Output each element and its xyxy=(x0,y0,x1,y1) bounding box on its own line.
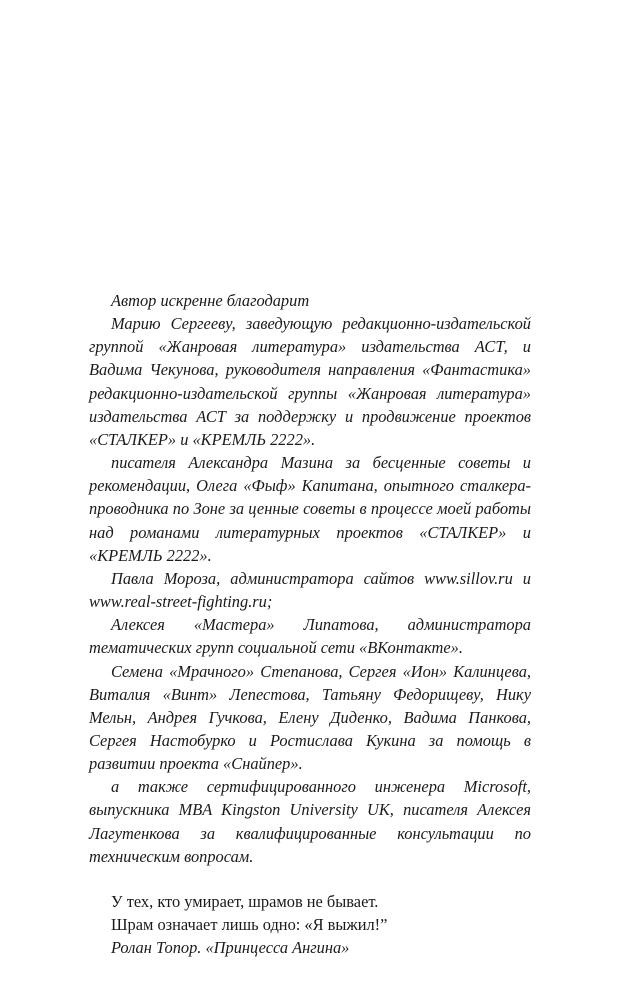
acknowledgement-paragraph: Семена «Мрачного» Степанова, Сергея «Ион» Калинцева, Виталия «Винт» Лепестова, Татьяну Федорищеву, Нику Мельн, Андрея Гучкова, Елену Диденко, Вадима Панкова, Сергея Настобурко и Ростислава Кукина за помощь в развитии проекта «Снайпер». xyxy=(89,661,531,774)
acknowledgement-paragraph: а также сертифицированного инженера Microsoft, выпускника MBA Kingston University UK, писателя Алексея Лагутенкова за квалифицированные консультации по техническим вопросам. xyxy=(89,777,531,866)
acknowledgement-paragraph: Марию Сергееву, заведующую редакционно-издательской группой «Жанровая литература» издательства АСТ, и Вадима Чекунова, руководителя направления «Фантастика» редакционно-издательской группы «Жанровая литература» издательства АСТ за поддержку и продвижение проектов «СТАЛКЕР» и «КРЕМЛЬ 2222». xyxy=(89,314,531,449)
acknowledgements-section xyxy=(89,289,531,868)
acknowledgement-paragraph: Павла Мороза, администратора сайтов www.sillov.ru и www.real-street-fighting.ru; xyxy=(89,568,531,612)
acknowledgement-paragraph: Алексея «Мастера» Липатова, администратора тематических групп социальной сети «ВКонтакте». xyxy=(89,615,531,658)
epigraph-line: У тех, кто умирает, шрамов не бывает. xyxy=(111,891,379,911)
epigraph xyxy=(89,890,531,959)
acknowledgements-intro: Автор искренне благодарит xyxy=(111,291,310,310)
page-text xyxy=(89,289,531,959)
epigraph-attribution: Ролан Топор. «Принцесса Ангина» xyxy=(111,938,350,958)
epigraph-line: Шрам означает лишь одно: «Я выжил!” xyxy=(111,915,388,935)
acknowledgement-paragraph: писателя Александра Мазина за бесценные советы и рекомендации, Олега «Фыф» Капитана, опытного сталкера-проводника по Зоне за ценные советы в процессе моей работы над романами литературных проектов «СТАЛКЕР» и «КРЕМЛЬ 2222». xyxy=(89,453,531,565)
